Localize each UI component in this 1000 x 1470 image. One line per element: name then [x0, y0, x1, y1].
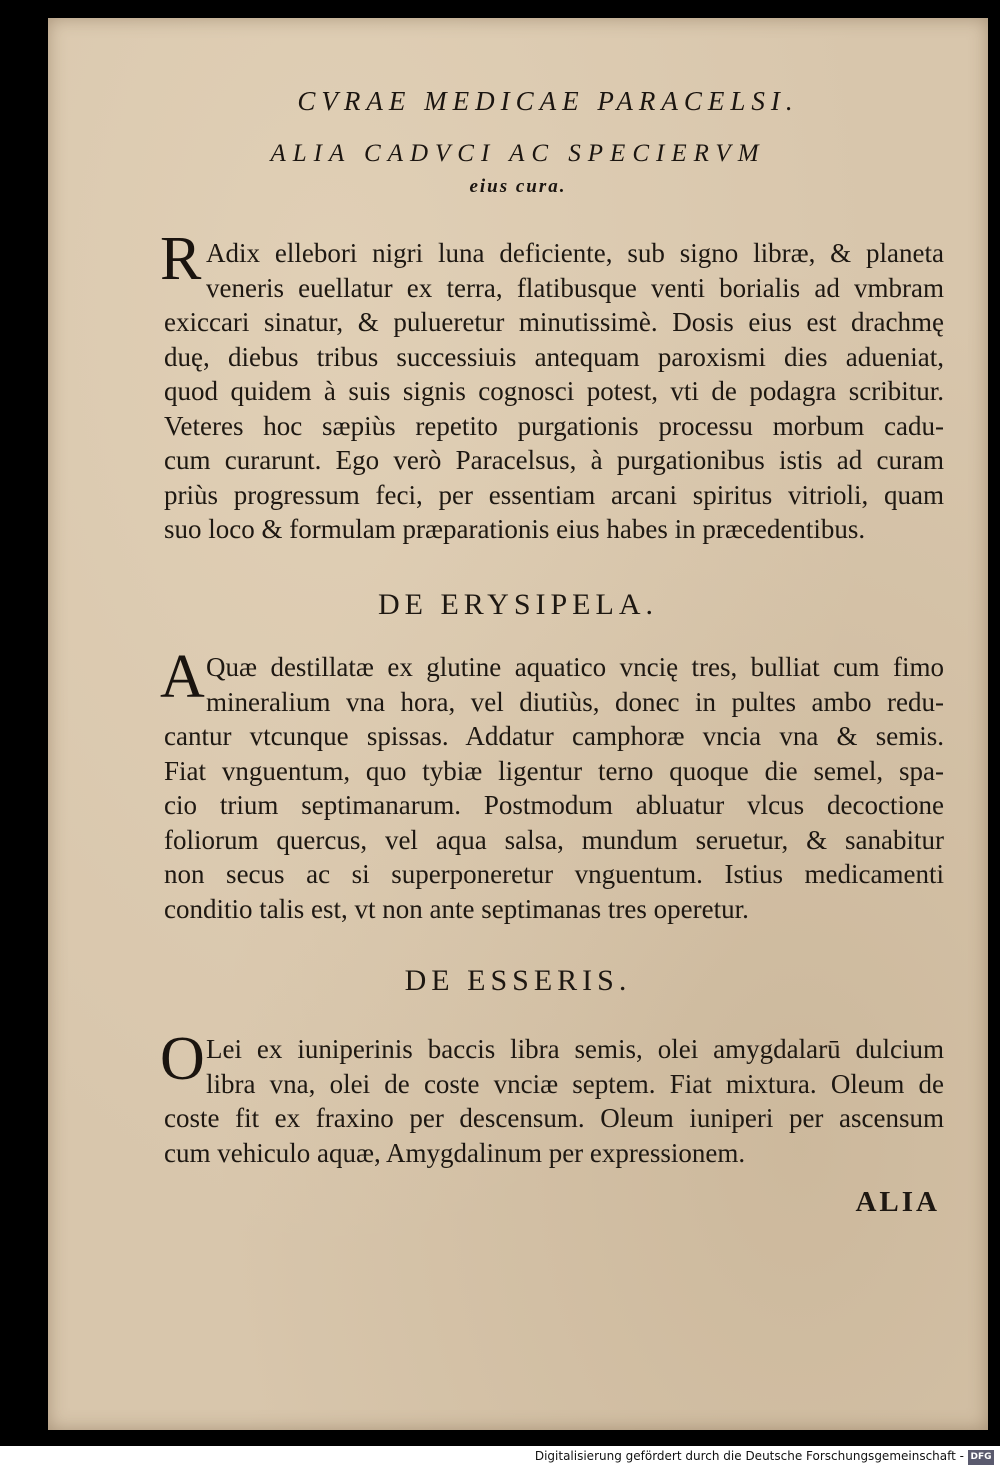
text-line: Adix ellebori nigri luna deficiente, sub signo libræ, & planeta — [206, 238, 944, 268]
book-page — [48, 18, 988, 1430]
footer-credit: Digitalisierung gefördert durch die Deutsche Forschungsgemeinschaft - — [534, 1449, 964, 1463]
section-title: ALIA CADVCI AC SPECIERVM — [270, 140, 766, 167]
heading-esseris: DE ESSERIS. — [404, 964, 632, 997]
running-head: CVRAE MEDICAE PARACELSI. — [297, 86, 799, 116]
paragraph-erysipela — [164, 650, 944, 926]
text-line: cum vehiculo aquæ, Amygdalinum per expressionem. — [164, 1137, 746, 1168]
paragraph-esseris — [164, 1032, 944, 1170]
catchword: ALIA — [855, 1186, 940, 1218]
text-line: coste fit ex fraxino per descensum. Oleum iuniperi per ascensum — [164, 1103, 944, 1133]
drop-cap-r: R — [160, 225, 202, 293]
drop-cap-a: A — [160, 643, 205, 711]
text-line: Lei ex iuniperinis baccis libra semis, olei amygdalarū dulcium — [206, 1034, 944, 1064]
text-line: cio trium septimanarum. Postmodum abluatur vlcus decoctione — [164, 790, 944, 820]
text-line: exiccari sinatur, & pulueretur minutissimè. Dosis eius est drachmę — [164, 307, 944, 337]
text-line: non secus ac si superponeretur vnguentum. Istius medicamenti — [164, 859, 944, 889]
text-line: priùs progressum feci, per essentiam arcani spiritus vitrioli, quam — [164, 479, 944, 510]
heading-erysipela: DE ERYSIPELA. — [377, 588, 658, 621]
dfg-logo-icon[interactable]: DFG — [968, 1450, 994, 1465]
text-line: Fiat vnguentum, quo tybiæ ligentur terno quoque die semel, spa- — [164, 755, 944, 786]
text-line: foliorum quercus, vel aqua salsa, mundum seruetur, & sanabitur — [164, 824, 944, 855]
text-line: cantur vtcunque spissas. Addatur camphoræ vncia vna & semis. — [164, 721, 944, 751]
text-line: Quæ destillatæ ex glutine aquatico vncię tres, bulliat cum fimo — [206, 652, 944, 682]
section-subtitle: eius cura. — [469, 176, 567, 197]
text-line: cum curarunt. Ego verò Paracelsus, à purgationibus istis ad curam — [164, 445, 944, 475]
drop-cap-o: O — [160, 1025, 205, 1093]
text-line: mineralium vna hora, vel diutiùs, donec in pultes ambo redu- — [206, 686, 944, 717]
text-line: Veteres hoc sæpiùs repetito purgationis processu morbum cadu- — [164, 410, 944, 441]
text-line: quod quidem à suis signis cognosci potest, vti de podagra scribitur. — [164, 376, 944, 406]
text-line: duę, diebus tribus successiuis antequam paroxismi dies adueniat, — [164, 341, 944, 372]
footer-bar — [0, 1446, 1000, 1470]
paragraph-caduci — [164, 236, 944, 547]
text-line: conditio talis est, vt non ante septimanas tres operetur. — [164, 893, 749, 924]
text-line: suo loco & formulam præparationis eius habes in præcedentibus. — [164, 514, 866, 544]
text-line: libra vna, olei de coste vnciæ septem. Fiat mixtura. Oleum de — [206, 1068, 944, 1099]
text-line: veneris euellatur ex terra, flatibusque venti borialis ad vmbram — [206, 272, 944, 303]
